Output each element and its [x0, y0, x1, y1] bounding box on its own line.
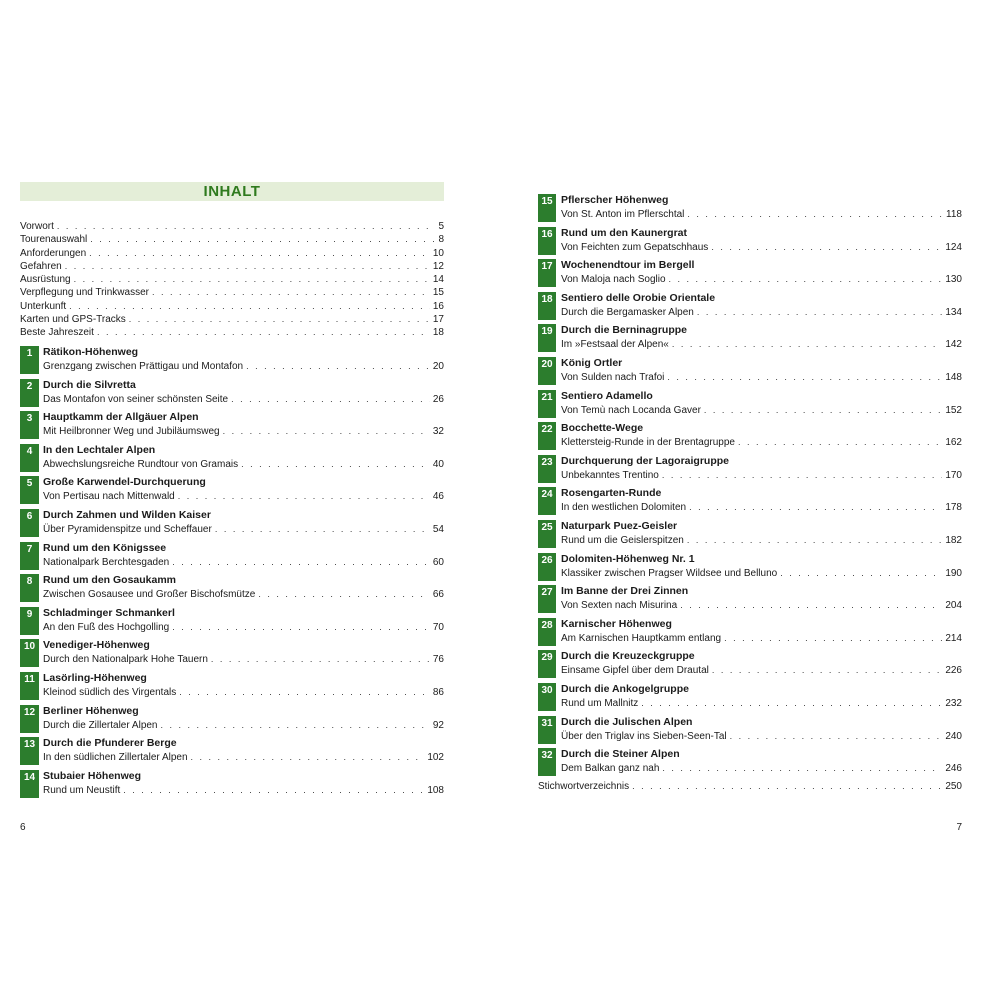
tour-number-badge: 3	[20, 411, 39, 439]
tour-entry[interactable]	[538, 227, 962, 255]
tour-title: Schladminger Schmankerl	[43, 606, 175, 619]
tour-number-badge: 11	[20, 672, 39, 700]
dot-leader	[129, 313, 430, 326]
tour-number-badge: 24	[538, 487, 556, 515]
tour-page: 178	[945, 502, 962, 514]
tour-page: 214	[945, 632, 962, 644]
tour-number-badge: 21	[538, 390, 556, 418]
tour-number-badge: 15	[538, 194, 556, 222]
tour-number-badge: 2	[20, 379, 39, 407]
tour-page: 246	[945, 763, 962, 775]
dot-leader	[172, 620, 430, 634]
tour-subtitle: Zwischen Gosausee und Großer Bischofsmütze	[43, 589, 256, 601]
tour-title: Rund um den Königssee	[43, 541, 167, 554]
tour-number-badge: 27	[538, 585, 556, 613]
tour-subtitle: Rund um die Geislerspitzen	[561, 535, 684, 546]
entry-label: Unterkunft	[20, 300, 67, 312]
tour-title: Im Banne der Drei Zinnen	[561, 585, 689, 598]
tour-number-badge: 23	[538, 455, 556, 483]
tour-page: 226	[945, 665, 962, 677]
page-number: 7	[956, 822, 962, 833]
tour-entry[interactable]	[538, 194, 962, 222]
tour-number-badge: 19	[538, 324, 556, 352]
tour-number-badge: 25	[538, 520, 556, 548]
tour-entry[interactable]	[538, 324, 962, 352]
front-matter-row[interactable]	[20, 300, 444, 313]
dot-leader	[123, 783, 424, 797]
tour-title: Venediger-Höhenweg	[43, 639, 150, 652]
tour-entry[interactable]	[20, 607, 444, 635]
tour-subtitle: Von Maloja nach Soglio	[561, 274, 666, 286]
tour-subtitle: Dem Balkan ganz nah	[561, 763, 660, 775]
front-matter-row[interactable]	[20, 326, 444, 339]
entry-page: 15	[432, 287, 444, 299]
tour-entry[interactable]	[538, 487, 962, 515]
entry-page: 5	[438, 221, 444, 232]
tour-number-badge: 5	[20, 476, 39, 504]
tour-title: Sentiero Adamello	[561, 389, 653, 402]
tour-entry[interactable]	[538, 422, 962, 450]
dot-leader	[231, 392, 430, 406]
dot-leader	[215, 522, 430, 536]
tour-subtitle: Von Sulden nach Trafoi	[561, 372, 665, 383]
entry-page: 17	[432, 314, 444, 326]
tour-number-badge: 6	[20, 509, 39, 537]
dot-leader	[65, 260, 430, 273]
tour-page: 66	[432, 589, 444, 601]
entry-label: Tourenauswahl	[20, 234, 88, 246]
tour-entry[interactable]	[20, 770, 444, 798]
dot-leader	[667, 370, 942, 384]
tour-title: Pflerscher Höhenweg	[561, 194, 669, 206]
tour-entry[interactable]	[20, 379, 444, 407]
tour-entry[interactable]	[538, 683, 962, 711]
tour-entry[interactable]	[20, 672, 444, 700]
entry-page: 8	[438, 234, 444, 246]
dot-leader	[89, 247, 430, 260]
tour-page: 70	[432, 621, 444, 633]
dot-leader	[711, 240, 942, 254]
tour-number-badge: 4	[20, 444, 39, 472]
entry-page: 14	[432, 274, 444, 286]
tour-subtitle: Von Temù nach Locanda Gaver	[561, 404, 701, 416]
tour-title: Wochenendtour im Bergell	[561, 259, 695, 272]
tour-number-badge: 8	[20, 574, 39, 602]
dot-leader	[669, 272, 943, 286]
tour-page: 152	[945, 404, 962, 416]
tour-entry[interactable]	[538, 520, 962, 548]
tour-title: Durch die Berninagruppe	[561, 324, 688, 337]
tour-subtitle: Durch die Bergamasker Alpen	[561, 306, 694, 318]
entry-label: Anforderungen	[20, 247, 87, 259]
tour-title: Rund um den Gosaukamm	[43, 574, 177, 587]
tour-number-badge: 28	[538, 618, 556, 646]
tour-subtitle: Im »Festsaal der Alpen«	[561, 339, 669, 351]
tour-title: Durch die Kreuzeckgruppe	[561, 650, 695, 663]
tour-entry[interactable]	[20, 411, 444, 439]
dot-leader	[672, 337, 942, 351]
tour-page: 20	[432, 361, 444, 372]
tour-entry[interactable]	[538, 390, 962, 418]
tour-page: 204	[945, 600, 962, 612]
front-matter-list	[20, 220, 444, 340]
tour-title: Karnischer Höhenweg	[561, 617, 672, 630]
tour-entry[interactable]	[20, 346, 444, 374]
dot-leader	[632, 780, 942, 793]
tour-subtitle: Rund um Neustift	[43, 784, 121, 796]
tour-title: Durch die Ankogelgruppe	[561, 683, 689, 695]
dot-leader	[179, 685, 430, 699]
tour-subtitle: Klassiker zwischen Pragser Wildsee und Belluno	[561, 567, 778, 579]
tour-title: König Ortler	[561, 357, 623, 369]
tour-entry[interactable]	[538, 618, 962, 646]
tour-entry[interactable]	[20, 509, 444, 537]
front-matter-row[interactable]	[20, 273, 444, 286]
tour-page: 162	[945, 437, 962, 449]
tour-number-badge: 13	[20, 737, 39, 765]
tour-subtitle: Kleinod südlich des Virgentals	[43, 687, 177, 698]
tour-subtitle: Durch den Nationalpark Hohe Tauern	[43, 654, 208, 666]
entry-label: Beste Jahreszeit	[20, 327, 94, 339]
tour-number-badge: 10	[20, 639, 39, 667]
dot-leader	[90, 233, 435, 246]
tour-title: Durchquerung der Lagoraigruppe	[561, 454, 730, 467]
dot-leader	[704, 403, 942, 417]
tour-number-badge: 1	[20, 346, 39, 374]
tour-subtitle: Von Pertisau nach Mittenwald	[43, 491, 175, 503]
dot-leader	[687, 207, 943, 221]
tour-number-badge: 32	[538, 748, 556, 776]
tour-entry[interactable]	[538, 585, 962, 613]
tour-title: Durch Zahmen und Wilden Kaiser	[43, 509, 211, 521]
tour-page: 182	[945, 535, 962, 546]
tour-page: 60	[432, 556, 444, 568]
tour-subtitle: Klettersteig-Runde in der Brentagruppe	[561, 437, 735, 449]
tour-entry[interactable]	[538, 455, 962, 483]
entry-label: Verpflegung und Trinkwasser	[20, 287, 149, 299]
tour-page: 124	[945, 241, 962, 253]
entry-page: 10	[432, 247, 444, 259]
contents-heading: INHALT	[20, 182, 444, 201]
entry-label: Ausrüstung	[20, 274, 71, 286]
tour-title: Rosengarten-Runde	[561, 487, 662, 500]
front-matter-row[interactable]	[20, 247, 444, 260]
dot-leader	[689, 500, 942, 514]
tour-subtitle: Mit Heilbronner Weg und Jubiläumsweg	[43, 426, 220, 438]
tour-entry[interactable]	[20, 574, 444, 602]
tour-entry[interactable]	[538, 259, 962, 287]
tour-number-badge: 22	[538, 422, 556, 450]
dot-leader	[178, 489, 430, 503]
tour-page: 46	[432, 491, 444, 503]
dot-leader	[258, 587, 430, 601]
tour-title: Durch die Silvretta	[43, 378, 136, 391]
dot-leader	[74, 273, 430, 286]
entry-label: Gefahren	[20, 260, 62, 272]
tour-title: Durch die Pfunderer Berge	[43, 737, 177, 750]
dot-leader	[687, 533, 942, 547]
tour-number-badge: 18	[538, 292, 556, 320]
tour-subtitle: Durch die Zillertaler Alpen	[43, 719, 158, 731]
entry-label: Stichwortverzeichnis	[538, 781, 630, 792]
entry-page: 18	[432, 327, 444, 339]
tour-entry[interactable]	[538, 748, 962, 776]
tour-number-badge: 29	[538, 650, 556, 678]
tour-number-badge: 12	[20, 705, 39, 733]
tour-page: 134	[945, 306, 962, 318]
dot-leader	[738, 435, 942, 449]
dot-leader	[97, 326, 430, 339]
page-number: 6	[20, 822, 26, 833]
tour-page: 40	[432, 458, 444, 470]
tour-title: Berliner Höhenweg	[43, 704, 139, 717]
dot-leader	[246, 359, 430, 373]
tour-title: Durch die Steiner Alpen	[561, 748, 680, 761]
tour-page: 102	[427, 752, 444, 764]
entry-label: Karten und GPS-Tracks	[20, 314, 126, 326]
front-matter-row[interactable]	[20, 233, 444, 246]
tour-page: 108	[427, 784, 444, 796]
tour-subtitle: Über den Triglav ins Sieben-Seen-Tal	[561, 730, 727, 742]
tour-page: 86	[432, 687, 444, 698]
tour-title: Rund um den Kaunergrat	[561, 226, 688, 239]
tour-title: Lasörling-Höhenweg	[43, 672, 147, 684]
tour-page: 118	[946, 209, 962, 220]
front-matter-row[interactable]	[20, 260, 444, 273]
dot-leader	[712, 663, 942, 677]
tour-title: Naturpark Puez-Geisler	[561, 520, 678, 532]
entry-page: 12	[432, 260, 444, 272]
tour-entry[interactable]	[20, 476, 444, 504]
tour-page: 130	[945, 274, 962, 286]
dot-leader	[662, 468, 942, 482]
tour-subtitle: In den südlichen Zillertaler Alpen	[43, 752, 188, 764]
tour-entry[interactable]	[538, 650, 962, 678]
dot-leader	[724, 631, 942, 645]
dot-leader	[191, 750, 425, 764]
front-matter-row[interactable]	[20, 220, 444, 233]
tour-page: 76	[432, 654, 444, 666]
tour-number-badge: 30	[538, 683, 556, 711]
tour-title: Stubaier Höhenweg	[43, 769, 142, 782]
tour-number-badge: 20	[538, 357, 556, 385]
tour-entry[interactable]	[538, 716, 962, 744]
tour-entry[interactable]	[20, 639, 444, 667]
tour-number-badge: 26	[538, 553, 556, 581]
tour-number-badge: 17	[538, 259, 556, 287]
dot-leader	[152, 286, 430, 299]
dot-leader	[211, 652, 430, 666]
tour-subtitle: Am Karnischen Hauptkamm entlang	[561, 632, 722, 644]
tour-entry[interactable]	[538, 357, 962, 385]
entry-page: 16	[432, 300, 444, 312]
tour-subtitle: Einsame Gipfel über dem Drautal	[561, 665, 709, 677]
dot-leader	[223, 424, 430, 438]
tour-title: Große Karwendel-Durchquerung	[43, 476, 206, 489]
dot-leader	[172, 555, 430, 569]
tour-page: 240	[945, 730, 962, 742]
front-matter-row[interactable]	[20, 286, 444, 299]
tour-subtitle: Von Sexten nach Misurina	[561, 600, 678, 612]
tour-subtitle: Unbekanntes Trentino	[561, 469, 659, 481]
tour-title: In den Lechtaler Alpen	[43, 443, 156, 456]
dot-leader	[780, 566, 942, 580]
dot-leader	[641, 696, 942, 710]
dot-leader	[730, 729, 943, 743]
tour-page: 26	[432, 393, 444, 405]
tour-entry[interactable]	[20, 705, 444, 733]
tour-subtitle: In den westlichen Dolomiten	[561, 502, 687, 514]
tour-page: 142	[945, 339, 962, 351]
tour-subtitle: Von Feichten zum Gepatschhaus	[561, 241, 709, 253]
tour-title: Hauptkamm der Allgäuer Alpen	[43, 411, 199, 424]
tour-page: 148	[945, 372, 962, 383]
tour-entry[interactable]	[538, 292, 962, 320]
dot-leader	[57, 220, 436, 233]
tour-entry[interactable]	[20, 444, 444, 472]
dot-leader	[680, 598, 942, 612]
tour-title: Bocchette-Wege	[561, 422, 644, 435]
dot-leader	[697, 305, 942, 319]
index-entry[interactable]	[538, 780, 962, 793]
tour-title: Dolomiten-Höhenweg Nr. 1	[561, 552, 695, 565]
tour-number-badge: 16	[538, 227, 556, 255]
tour-page: 232	[945, 698, 962, 709]
dot-leader	[662, 761, 942, 775]
entry-page: 250	[945, 781, 962, 792]
tour-number-badge: 9	[20, 607, 39, 635]
tour-page: 92	[432, 719, 444, 731]
tour-entry[interactable]	[538, 553, 962, 581]
tour-entry[interactable]	[20, 542, 444, 570]
tour-subtitle: Über Pyramidenspitze und Scheffauer	[43, 524, 212, 535]
front-matter-row[interactable]	[20, 313, 444, 326]
dot-leader	[241, 457, 430, 471]
tour-subtitle: Nationalpark Berchtesgaden	[43, 556, 170, 568]
tour-title: Sentiero delle Orobie Orientale	[561, 291, 716, 304]
tour-subtitle: An den Fuß des Hochgolling	[43, 621, 170, 633]
dot-leader	[69, 300, 430, 313]
tour-subtitle: Grenzgang zwischen Prättigau und Montafon	[43, 361, 244, 372]
tour-title: Rätikon-Höhenweg	[43, 346, 139, 358]
tour-subtitle: Das Montafon von seiner schönsten Seite	[43, 393, 229, 405]
tour-page: 54	[432, 524, 444, 535]
tour-subtitle: Rund um Mallnitz	[561, 698, 639, 709]
tour-page: 170	[945, 469, 962, 481]
dot-leader	[161, 718, 430, 732]
tour-title: Durch die Julischen Alpen	[561, 715, 693, 728]
tour-number-badge: 14	[20, 770, 39, 798]
tour-subtitle: Abwechslungsreiche Rundtour von Gramais	[43, 458, 239, 470]
tour-number-badge: 7	[20, 542, 39, 570]
tour-entry[interactable]	[20, 737, 444, 765]
tour-number-badge: 31	[538, 716, 556, 744]
tour-page: 190	[945, 567, 962, 579]
entry-label: Vorwort	[20, 221, 54, 232]
tour-page: 32	[432, 426, 444, 438]
tour-subtitle: Von St. Anton im Pflerschtal	[561, 209, 685, 220]
